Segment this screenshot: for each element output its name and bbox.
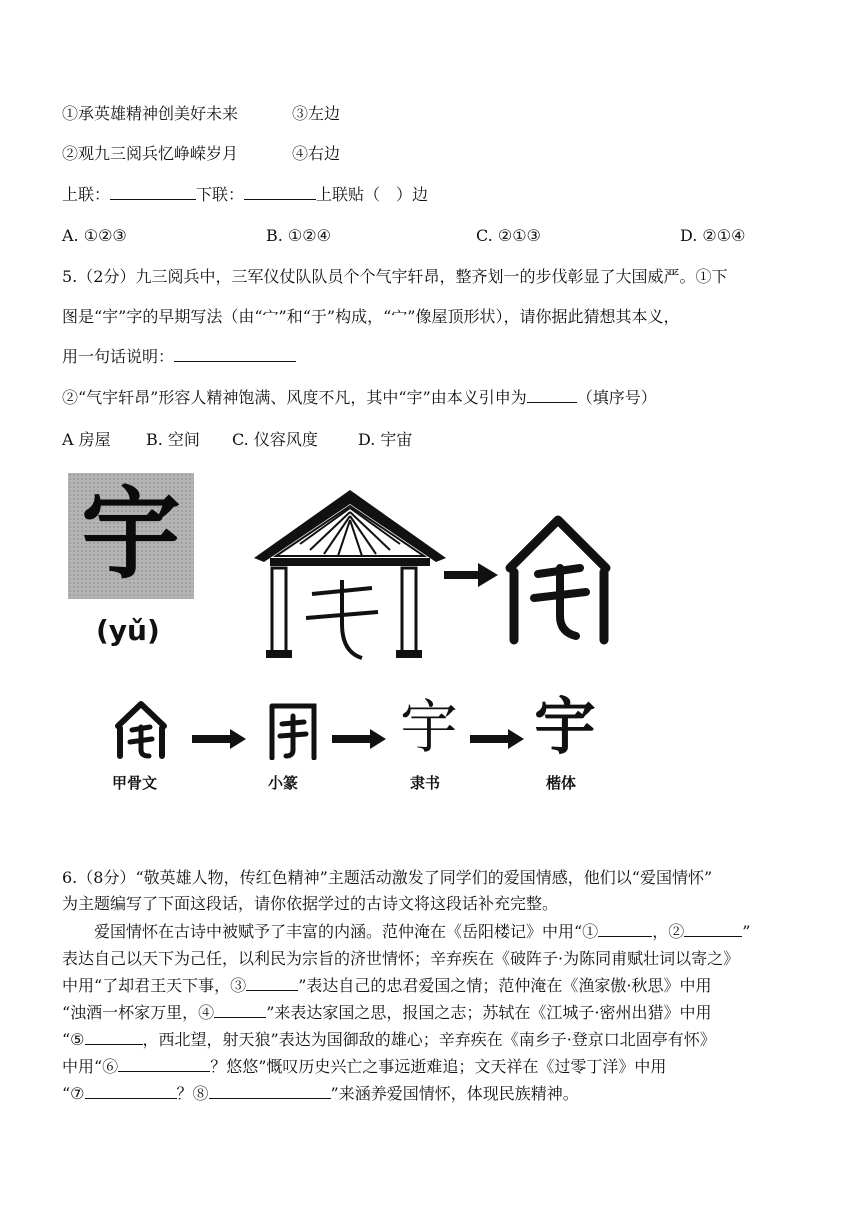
- q6-para-line-7: “⑦ ？⑧ ”来涵养爱国情怀，体现民族精神。: [62, 1084, 579, 1103]
- blank-1[interactable]: [598, 922, 652, 937]
- q4-option-d[interactable]: D. ②①④: [680, 226, 746, 245]
- q4-option-c[interactable]: C. ②①③: [476, 226, 541, 245]
- q4-item-1: ①承英雄精神创美好未来: [62, 104, 239, 123]
- blank-5[interactable]: [85, 1030, 143, 1045]
- q4-item-4: ④右边: [292, 144, 341, 163]
- q6-para-line-5: “⑤ ，西北望，射天狼”表达为国御敌的雄心；辛弃疾在《南乡子·登京口北固亭有怀》: [62, 1030, 716, 1049]
- arrow-icon: [470, 729, 526, 749]
- q5-option-d[interactable]: D. 宇宙: [358, 430, 413, 449]
- seal-glyph: [266, 698, 320, 760]
- q5-line-1: 5.（2分）九三阅兵中，三军仪仗队队员个个气宇轩昂，整齐划一的步伐彰显了大国威严。①下: [62, 267, 728, 286]
- q6-para-line-1: 爱国情怀在古诗中被赋予了丰富的内涵。范仲淹在《岳阳楼记》中用“① ，② ”: [94, 922, 751, 941]
- label-oracle: 甲骨文: [112, 774, 158, 792]
- q6-para-line-2: 表达自己以天下为己任，以利民为宗旨的济世情怀；辛弃疾在《破阵子·为陈同甫赋壮词以寄之》: [62, 949, 740, 968]
- clerical-glyph: 宇: [400, 693, 459, 761]
- q6-para-line-4: “浊酒一杯家万里，④ ”来表达家国之思，报国之志；苏轼在《江城子·密州出猎》中用: [62, 1003, 712, 1022]
- arrow-icon: [192, 729, 248, 749]
- fill-upper-label: 上联：: [62, 185, 111, 204]
- q4-fill-line: [62, 185, 428, 205]
- q5-option-b[interactable]: B. 空间: [146, 430, 200, 449]
- label-seal: 小篆: [268, 774, 299, 792]
- q5-line-3: [62, 347, 296, 367]
- blank-8[interactable]: [209, 1084, 331, 1099]
- regular-glyph: 宇: [534, 690, 597, 763]
- blank-6[interactable]: [118, 1057, 210, 1072]
- upper-couplet-blank[interactable]: [110, 185, 196, 200]
- character-tile: [68, 473, 194, 599]
- q5-prompt: 用一句话说明：: [62, 347, 175, 366]
- blank-3[interactable]: [246, 976, 298, 991]
- q5-line-4: [62, 388, 657, 408]
- q4-item-3: ③左边: [292, 104, 341, 123]
- arrow-icon: [444, 560, 500, 590]
- q4-item-2: ②观九三阅兵忆峥嵘岁月: [62, 144, 239, 163]
- q4-option-a[interactable]: A. ①②③: [62, 226, 127, 245]
- blank-4[interactable]: [214, 1003, 266, 1018]
- q4-option-b[interactable]: B. ①②④: [266, 226, 331, 245]
- tile-character: 宇: [81, 476, 181, 593]
- blank-2[interactable]: [684, 922, 742, 937]
- fill-paste-label: 上联贴（ ）边: [316, 185, 429, 204]
- q5-sub2-hint: （填序号）: [576, 388, 657, 407]
- q5-sub2-text: ②“气宇轩昂”形容人精神饱满、风度不凡，其中“宇”由本义引申为: [62, 388, 527, 407]
- pinyin-label: (yǔ): [96, 614, 160, 647]
- oracle-glyph: [112, 700, 170, 760]
- q6-para-line-6: 中用“⑥ ？悠悠”慨叹历史兴亡之事远逝难追；文天祥在《过零丁洋》中用: [62, 1057, 667, 1076]
- lower-couplet-blank[interactable]: [244, 185, 316, 200]
- q5-line-2: 图是“宇”字的早期写法（由“宀”和“于”构成，“宀”像屋顶形状），请你据此猜想其本义，: [62, 307, 680, 326]
- label-regular: 楷体: [546, 774, 577, 792]
- meaning-answer-blank[interactable]: [174, 347, 296, 362]
- q6-para-line-3: 中用“了却君王天下事，③ ”表达自己的忠君爱国之情；范仲淹在《渔家傲·秋思》中用: [62, 976, 712, 995]
- q6-line-1: 6.（8分）“敬英雄人物，传红色精神”主题活动激发了同学们的爱国情感，他们以“爱国情怀”: [62, 868, 713, 887]
- arrow-icon: [332, 729, 388, 749]
- q5-option-c[interactable]: C. 仪容风度: [232, 430, 318, 449]
- q6-paragraph: [62, 918, 814, 1107]
- label-clerical: 隶书: [410, 774, 441, 792]
- blank-7[interactable]: [85, 1084, 177, 1099]
- q5-option-a[interactable]: A 房屋: [62, 430, 111, 449]
- oracle-glyph-large: [500, 512, 618, 648]
- roof-house-illustration: [250, 484, 450, 664]
- q6-line-2: 为主题编写了下面这段话，请你依据学过的古诗文将这段话补充完整。: [62, 894, 559, 913]
- sequence-answer-blank[interactable]: [527, 388, 577, 403]
- fill-lower-label: 下联：: [196, 185, 245, 204]
